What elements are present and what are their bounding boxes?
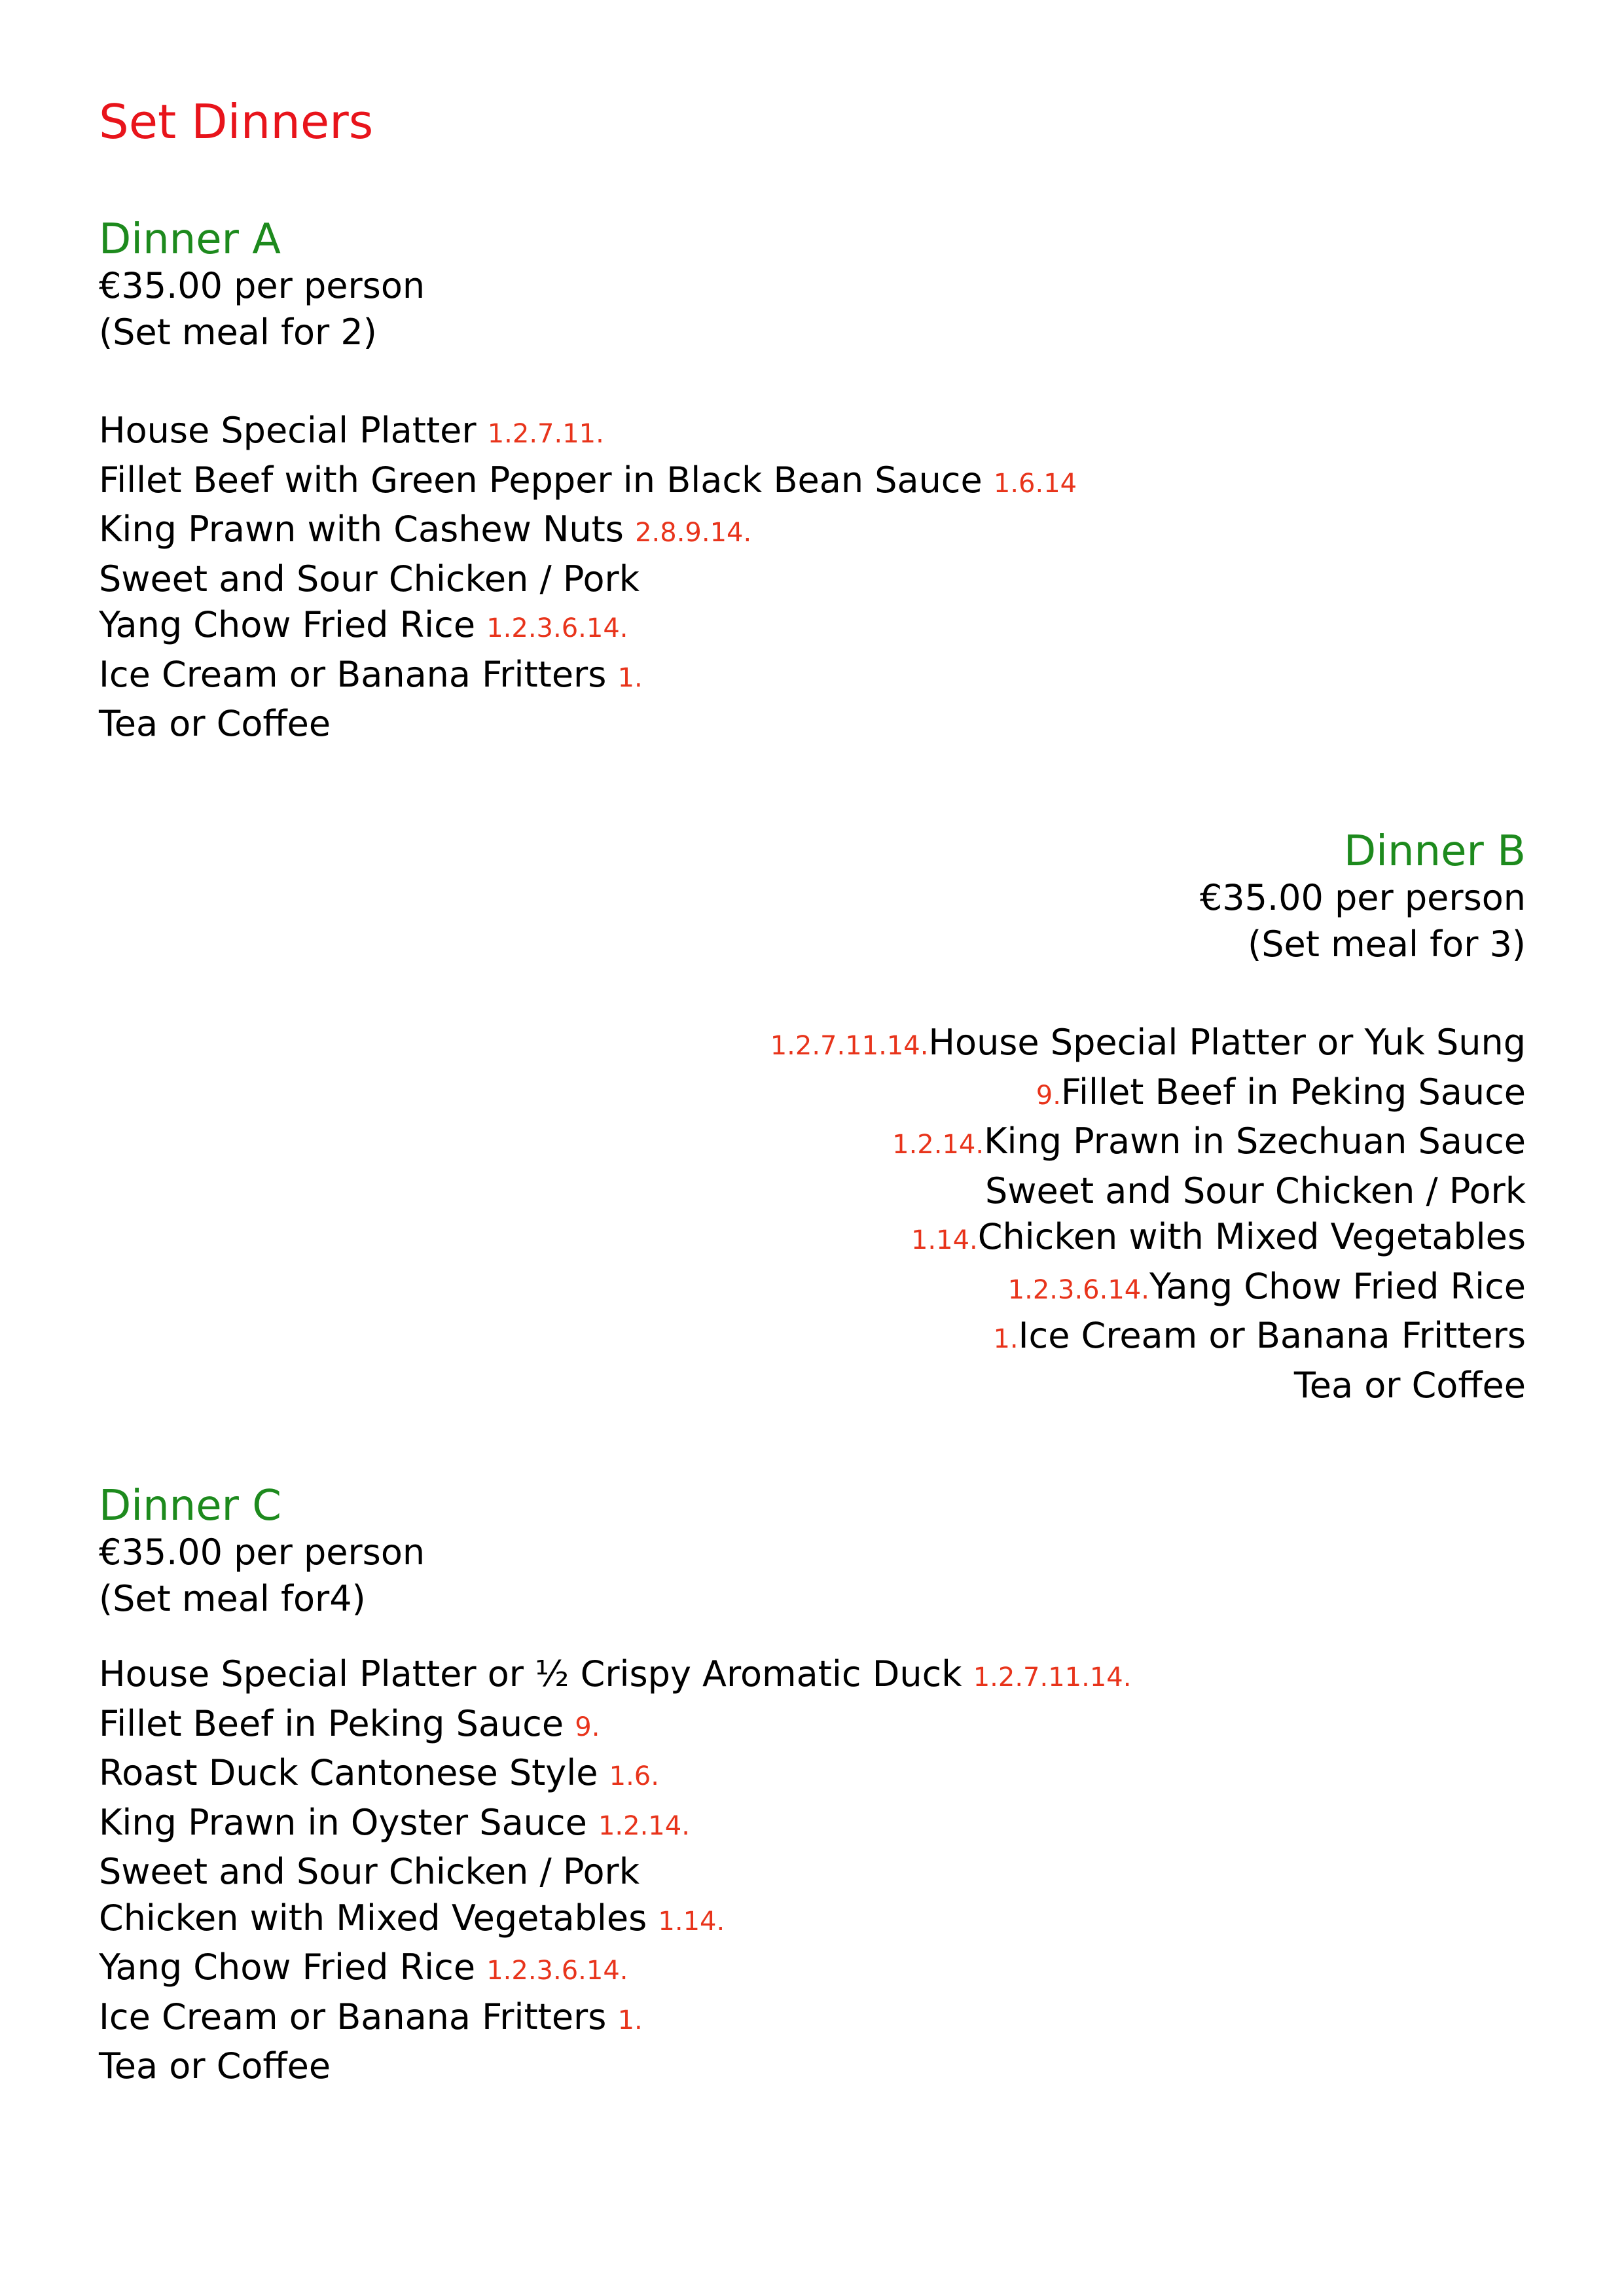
allergen-codes: 1.2.7.11.14. xyxy=(973,1662,1132,1693)
dinner-a-title: Dinner A xyxy=(99,215,281,264)
dinner-a-section xyxy=(99,216,1526,747)
menu-item xyxy=(99,1069,1526,1119)
allergen-codes: 1.2.3.6.14. xyxy=(1007,1274,1149,1305)
item-name: Ice Cream or Banana Fritters xyxy=(99,653,607,695)
dinner-b-title: Dinner B xyxy=(1343,827,1526,876)
allergen-codes: 1.2.14. xyxy=(892,1130,984,1160)
allergen-codes: 1.2.7.11.14. xyxy=(770,1031,929,1061)
menu-item xyxy=(99,1800,1526,1850)
menu-item xyxy=(99,1994,1526,2044)
item-name: Yang Chow Fried Rice xyxy=(99,1946,476,1988)
menu-item xyxy=(99,408,1526,457)
dinner-a-serves: (Set meal for 2) xyxy=(99,311,377,353)
item-name: King Prawn in Szechuan Sauce xyxy=(984,1121,1526,1162)
menu-item xyxy=(99,457,1526,507)
item-name: Sweet and Sour Chicken / Pork xyxy=(99,1851,640,1892)
menu-item xyxy=(99,1020,1526,1069)
item-name: Fillet Beef in Peking Sauce xyxy=(99,1702,564,1744)
menu-item xyxy=(99,1750,1526,1800)
item-name: Sweet and Sour Chicken / Pork xyxy=(99,558,640,600)
item-name: Yang Chow Fried Rice xyxy=(99,604,476,645)
dinner-c-serves: (Set meal for4) xyxy=(99,1577,366,1619)
allergen-codes: 1.2.3.6.14. xyxy=(486,613,628,643)
item-name: Tea or Coffee xyxy=(1293,1364,1526,1406)
menu-item xyxy=(99,1214,1526,1264)
item-name: Fillet Beef with Green Pepper in Black Bean Sauce xyxy=(99,459,983,501)
menu-item xyxy=(99,556,1526,603)
allergen-codes: 9. xyxy=(1036,1080,1061,1111)
item-name: Chicken with Mixed Vegetables xyxy=(977,1216,1526,1257)
dinner-c-section xyxy=(99,1482,1526,2090)
allergen-codes: 1.14. xyxy=(658,1906,725,1937)
dinner-c-price: €35.00 per person xyxy=(99,1532,425,1573)
allergen-codes: 1.6.14 xyxy=(993,468,1077,499)
menu-item xyxy=(99,1945,1526,1994)
allergen-codes: 1.2.14. xyxy=(598,1810,690,1841)
dinner-b-section xyxy=(99,828,1526,1408)
item-name: Sweet and Sour Chicken / Pork xyxy=(985,1170,1526,1211)
menu-item xyxy=(99,1701,1526,1751)
item-name: Ice Cream or Banana Fritters xyxy=(99,1996,607,2037)
menu-item xyxy=(99,602,1526,652)
menu-item xyxy=(99,701,1526,747)
dinner-b-items xyxy=(99,1020,1526,1408)
allergen-codes: 1. xyxy=(617,662,643,693)
dinner-c-items xyxy=(99,1651,1526,2090)
item-name: House Special Platter or ½ Crispy Aromatic Duck xyxy=(99,1653,962,1695)
item-name: House Special Platter or Yuk Sung xyxy=(928,1022,1526,1063)
item-name: Yang Chow Fried Rice xyxy=(1149,1265,1526,1307)
item-name: Tea or Coffee xyxy=(99,2045,331,2087)
dinner-a-items xyxy=(99,408,1526,747)
menu-item xyxy=(99,1264,1526,1314)
allergen-codes: 1. xyxy=(993,1324,1019,1354)
page-title: Set Dinners xyxy=(99,94,374,149)
item-name: Ice Cream or Banana Fritters xyxy=(1018,1315,1526,1356)
menu-item xyxy=(99,652,1526,702)
menu-item xyxy=(99,1168,1526,1215)
menu-item xyxy=(99,2043,1526,2090)
item-name: King Prawn with Cashew Nuts xyxy=(99,509,624,550)
allergen-codes: 9. xyxy=(575,1712,600,1742)
dinner-c-title: Dinner C xyxy=(99,1482,281,1530)
menu-item xyxy=(99,1849,1526,1895)
allergen-codes: 1.2.7.11. xyxy=(487,419,604,449)
menu-item xyxy=(99,1119,1526,1168)
dinner-a-price: €35.00 per person xyxy=(99,265,425,306)
item-name: King Prawn in Oyster Sauce xyxy=(99,1801,587,1843)
allergen-codes: 1.14. xyxy=(911,1225,978,1255)
menu-item xyxy=(99,1363,1526,1409)
item-name: Tea or Coffee xyxy=(99,703,331,744)
item-name: House Special Platter xyxy=(99,410,477,451)
item-name: Fillet Beef in Peking Sauce xyxy=(1060,1071,1526,1113)
allergen-codes: 1. xyxy=(617,2005,643,2036)
allergen-codes: 2.8.9.14. xyxy=(635,518,752,548)
menu-item xyxy=(99,1313,1526,1363)
menu-item xyxy=(99,1651,1526,1701)
allergen-codes: 1.6. xyxy=(609,1761,659,1791)
menu-item xyxy=(99,507,1526,556)
item-name: Roast Duck Cantonese Style xyxy=(99,1752,598,1793)
dinner-b-serves: (Set meal for 3) xyxy=(1248,923,1526,965)
item-name: Chicken with Mixed Vegetables xyxy=(99,1897,647,1939)
allergen-codes: 1.2.3.6.14. xyxy=(486,1956,628,1986)
dinner-b-price: €35.00 per person xyxy=(1199,877,1526,918)
menu-item xyxy=(99,1895,1526,1945)
